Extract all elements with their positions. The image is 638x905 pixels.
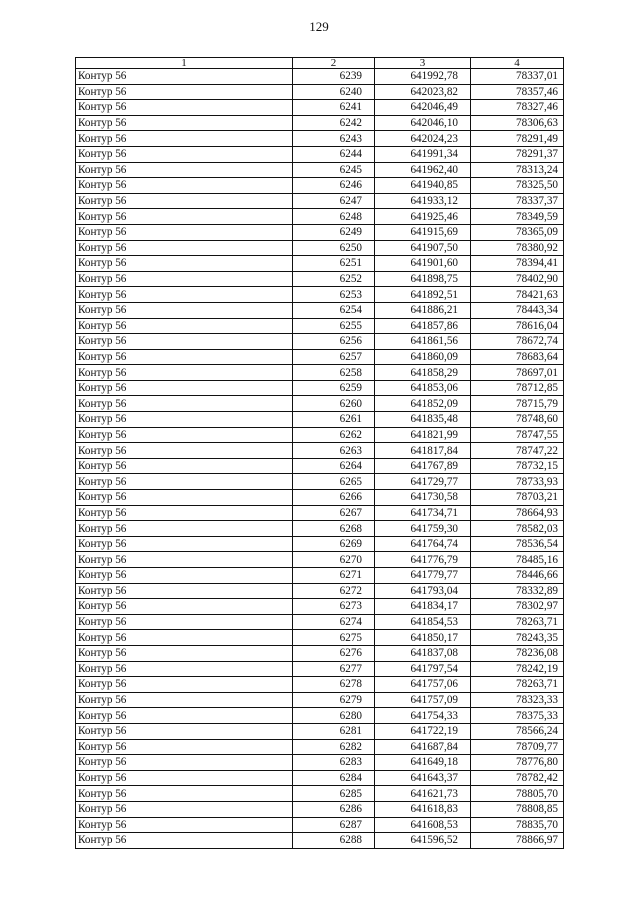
x-coordinate-cell: 641886,21 [375,302,471,318]
contour-name-cell: Контур 56 [76,521,293,537]
contour-name-cell: Контур 56 [76,645,293,661]
point-number-cell: 6263 [293,443,375,459]
y-coordinate-cell: 78421,63 [471,287,564,303]
y-coordinate-cell: 78697,01 [471,365,564,381]
point-number-cell: 6266 [293,490,375,506]
x-coordinate-cell: 641821,99 [375,427,471,443]
table-row [76,271,564,287]
y-coordinate-cell: 78536,54 [471,536,564,552]
y-coordinate-cell: 78349,59 [471,209,564,225]
table-row [76,458,564,474]
x-coordinate-cell: 641754,33 [375,708,471,724]
table-row [76,146,564,162]
contour-name-cell: Контур 56 [76,256,293,272]
contour-name-cell: Контур 56 [76,770,293,786]
table-row [76,287,564,303]
table-row [76,786,564,802]
y-coordinate-cell: 78733,93 [471,474,564,490]
point-number-cell: 6286 [293,801,375,817]
y-coordinate-cell: 78337,37 [471,193,564,209]
contour-name-cell: Контур 56 [76,412,293,428]
contour-name-cell: Контур 56 [76,443,293,459]
contour-name-cell: Контур 56 [76,365,293,381]
point-number-cell: 6245 [293,162,375,178]
x-coordinate-cell: 641837,08 [375,645,471,661]
x-coordinate-cell: 641643,37 [375,770,471,786]
point-number-cell: 6240 [293,84,375,100]
y-coordinate-cell: 78485,16 [471,552,564,568]
column-header-2: 2 [293,58,375,69]
point-number-cell: 6242 [293,115,375,131]
contour-name-cell: Контур 56 [76,755,293,771]
x-coordinate-cell: 641797,54 [375,661,471,677]
y-coordinate-cell: 78664,93 [471,505,564,521]
y-coordinate-cell: 78748,60 [471,412,564,428]
table-row [76,349,564,365]
point-number-cell: 6272 [293,583,375,599]
table-row [76,630,564,646]
y-coordinate-cell: 78866,97 [471,833,564,849]
y-coordinate-cell: 78672,74 [471,334,564,350]
y-coordinate-cell: 78709,77 [471,739,564,755]
point-number-cell: 6268 [293,521,375,537]
y-coordinate-cell: 78747,55 [471,427,564,443]
point-number-cell: 6251 [293,256,375,272]
contour-name-cell: Контур 56 [76,630,293,646]
table-row [76,365,564,381]
table-row [76,817,564,833]
table-row [76,84,564,100]
column-header-1: 1 [76,58,293,69]
x-coordinate-cell: 641925,46 [375,209,471,225]
x-coordinate-cell: 641858,29 [375,365,471,381]
table-row [76,661,564,677]
table-row [76,334,564,350]
point-number-cell: 6253 [293,287,375,303]
contour-name-cell: Контур 56 [76,677,293,693]
table-row [76,100,564,116]
x-coordinate-cell: 641779,77 [375,568,471,584]
x-coordinate-cell: 641991,34 [375,146,471,162]
contour-name-cell: Контур 56 [76,552,293,568]
table-row [76,162,564,178]
contour-name-cell: Контур 56 [76,146,293,162]
contour-name-cell: Контур 56 [76,723,293,739]
contour-name-cell: Контур 56 [76,396,293,412]
y-coordinate-cell: 78582,03 [471,521,564,537]
table-row [76,427,564,443]
contour-name-cell: Контур 56 [76,334,293,350]
point-number-cell: 6244 [293,146,375,162]
point-number-cell: 6278 [293,677,375,693]
table-row [76,833,564,849]
x-coordinate-cell: 641892,51 [375,287,471,303]
contour-name-cell: Контур 56 [76,786,293,802]
table-row [76,115,564,131]
x-coordinate-cell: 641608,53 [375,817,471,833]
y-coordinate-cell: 78313,24 [471,162,564,178]
y-coordinate-cell: 78712,85 [471,380,564,396]
table-row [76,677,564,693]
point-number-cell: 6256 [293,334,375,350]
y-coordinate-cell: 78323,33 [471,692,564,708]
contour-name-cell: Контур 56 [76,474,293,490]
contour-name-cell: Контур 56 [76,583,293,599]
y-coordinate-cell: 78263,71 [471,677,564,693]
table-row [76,178,564,194]
contour-name-cell: Контур 56 [76,536,293,552]
x-coordinate-cell: 641596,52 [375,833,471,849]
x-coordinate-cell: 641759,30 [375,521,471,537]
point-number-cell: 6282 [293,739,375,755]
contour-name-cell: Контур 56 [76,739,293,755]
y-coordinate-cell: 78782,42 [471,770,564,786]
contour-name-cell: Контур 56 [76,115,293,131]
y-coordinate-cell: 78243,35 [471,630,564,646]
point-number-cell: 6270 [293,552,375,568]
contour-name-cell: Контур 56 [76,614,293,630]
point-number-cell: 6267 [293,505,375,521]
table-row [76,739,564,755]
table-row [76,224,564,240]
x-coordinate-cell: 642046,49 [375,100,471,116]
x-coordinate-cell: 641687,84 [375,739,471,755]
contour-name-cell: Контур 56 [76,287,293,303]
contour-name-cell: Контур 56 [76,318,293,334]
y-coordinate-cell: 78302,97 [471,599,564,615]
point-number-cell: 6260 [293,396,375,412]
contour-name-cell: Контур 56 [76,708,293,724]
table-row [76,708,564,724]
contour-name-cell: Контур 56 [76,100,293,116]
x-coordinate-cell: 641722,19 [375,723,471,739]
point-number-cell: 6285 [293,786,375,802]
column-header-4: 4 [471,58,564,69]
point-number-cell: 6248 [293,209,375,225]
contour-name-cell: Контур 56 [76,817,293,833]
point-number-cell: 6288 [293,833,375,849]
table-row [76,692,564,708]
table-row [76,583,564,599]
y-coordinate-cell: 78291,37 [471,146,564,162]
contour-name-cell: Контур 56 [76,302,293,318]
contour-name-cell: Контур 56 [76,240,293,256]
contour-name-cell: Контур 56 [76,833,293,849]
y-coordinate-cell: 78715,79 [471,396,564,412]
x-coordinate-cell: 641861,56 [375,334,471,350]
y-coordinate-cell: 78263,71 [471,614,564,630]
point-number-cell: 6249 [293,224,375,240]
table-row [76,396,564,412]
x-coordinate-cell: 641898,75 [375,271,471,287]
y-coordinate-cell: 78365,09 [471,224,564,240]
y-coordinate-cell: 78327,46 [471,100,564,116]
page-number: 129 [309,19,329,34]
point-number-cell: 6243 [293,131,375,147]
table-header-row [76,58,564,69]
contour-name-cell: Контур 56 [76,193,293,209]
table-row [76,209,564,225]
table-row [76,505,564,521]
x-coordinate-cell: 641776,79 [375,552,471,568]
point-number-cell: 6280 [293,708,375,724]
table-row [76,131,564,147]
x-coordinate-cell: 641817,84 [375,443,471,459]
contour-name-cell: Контур 56 [76,661,293,677]
contour-name-cell: Контур 56 [76,692,293,708]
x-coordinate-cell: 641834,17 [375,599,471,615]
x-coordinate-cell: 641992,78 [375,69,471,85]
contour-name-cell: Контур 56 [76,801,293,817]
y-coordinate-cell: 78325,50 [471,178,564,194]
point-number-cell: 6273 [293,599,375,615]
point-number-cell: 6275 [293,630,375,646]
point-number-cell: 6287 [293,817,375,833]
y-coordinate-cell: 78732,15 [471,458,564,474]
y-coordinate-cell: 78683,64 [471,349,564,365]
y-coordinate-cell: 78337,01 [471,69,564,85]
point-number-cell: 6277 [293,661,375,677]
point-number-cell: 6279 [293,692,375,708]
y-coordinate-cell: 78380,92 [471,240,564,256]
x-coordinate-cell: 641757,06 [375,677,471,693]
column-header-3: 3 [375,58,471,69]
table-row [76,552,564,568]
contour-name-cell: Контур 56 [76,69,293,85]
contour-name-cell: Контур 56 [76,505,293,521]
x-coordinate-cell: 641734,71 [375,505,471,521]
y-coordinate-cell: 78357,46 [471,84,564,100]
table-body [76,69,564,849]
table-row [76,193,564,209]
table-row [76,474,564,490]
contour-name-cell: Контур 56 [76,84,293,100]
x-coordinate-cell: 641618,83 [375,801,471,817]
y-coordinate-cell: 78566,24 [471,723,564,739]
contour-name-cell: Контур 56 [76,458,293,474]
point-number-cell: 6271 [293,568,375,584]
y-coordinate-cell: 78776,80 [471,755,564,771]
x-coordinate-cell: 641857,86 [375,318,471,334]
point-number-cell: 6261 [293,412,375,428]
x-coordinate-cell: 641757,09 [375,692,471,708]
contour-name-cell: Контур 56 [76,209,293,225]
point-number-cell: 6284 [293,770,375,786]
y-coordinate-cell: 78332,89 [471,583,564,599]
table-row [76,380,564,396]
point-number-cell: 6250 [293,240,375,256]
y-coordinate-cell: 78375,33 [471,708,564,724]
table-row [76,599,564,615]
x-coordinate-cell: 642046,10 [375,115,471,131]
table-row [76,240,564,256]
x-coordinate-cell: 641901,60 [375,256,471,272]
table-row [76,770,564,786]
x-coordinate-cell: 641853,06 [375,380,471,396]
table-row [76,412,564,428]
y-coordinate-cell: 78394,41 [471,256,564,272]
contour-name-cell: Контур 56 [76,599,293,615]
point-number-cell: 6255 [293,318,375,334]
y-coordinate-cell: 78446,66 [471,568,564,584]
contour-name-cell: Контур 56 [76,490,293,506]
y-coordinate-cell: 78747,22 [471,443,564,459]
contour-name-cell: Контур 56 [76,568,293,584]
point-number-cell: 6247 [293,193,375,209]
coordinates-table [75,57,564,849]
point-number-cell: 6259 [293,380,375,396]
y-coordinate-cell: 78242,19 [471,661,564,677]
x-coordinate-cell: 641860,09 [375,349,471,365]
point-number-cell: 6257 [293,349,375,365]
contour-name-cell: Контур 56 [76,162,293,178]
point-number-cell: 6269 [293,536,375,552]
point-number-cell: 6276 [293,645,375,661]
y-coordinate-cell: 78703,21 [471,490,564,506]
point-number-cell: 6281 [293,723,375,739]
table-row [76,256,564,272]
point-number-cell: 6262 [293,427,375,443]
contour-name-cell: Контур 56 [76,349,293,365]
x-coordinate-cell: 641854,53 [375,614,471,630]
point-number-cell: 6241 [293,100,375,116]
point-number-cell: 6274 [293,614,375,630]
x-coordinate-cell: 641835,48 [375,412,471,428]
y-coordinate-cell: 78236,08 [471,645,564,661]
y-coordinate-cell: 78443,34 [471,302,564,318]
table-row [76,443,564,459]
y-coordinate-cell: 78808,85 [471,801,564,817]
table-row [76,801,564,817]
point-number-cell: 6283 [293,755,375,771]
table-row [76,755,564,771]
table-row [76,521,564,537]
x-coordinate-cell: 641649,18 [375,755,471,771]
y-coordinate-cell: 78291,49 [471,131,564,147]
table-row [76,645,564,661]
contour-name-cell: Контур 56 [76,178,293,194]
x-coordinate-cell: 642024,23 [375,131,471,147]
point-number-cell: 6246 [293,178,375,194]
y-coordinate-cell: 78306,63 [471,115,564,131]
table-row [76,723,564,739]
x-coordinate-cell: 641852,09 [375,396,471,412]
point-number-cell: 6239 [293,69,375,85]
x-coordinate-cell: 641915,69 [375,224,471,240]
contour-name-cell: Контур 56 [76,131,293,147]
x-coordinate-cell: 641729,77 [375,474,471,490]
point-number-cell: 6252 [293,271,375,287]
contour-name-cell: Контур 56 [76,427,293,443]
x-coordinate-cell: 641730,58 [375,490,471,506]
table-row [76,536,564,552]
x-coordinate-cell: 641621,73 [375,786,471,802]
contour-name-cell: Контур 56 [76,380,293,396]
point-number-cell: 6264 [293,458,375,474]
x-coordinate-cell: 641940,85 [375,178,471,194]
table-row [76,69,564,85]
table-row [76,568,564,584]
table-row [76,490,564,506]
y-coordinate-cell: 78616,04 [471,318,564,334]
point-number-cell: 6265 [293,474,375,490]
y-coordinate-cell: 78402,90 [471,271,564,287]
x-coordinate-cell: 641933,12 [375,193,471,209]
point-number-cell: 6258 [293,365,375,381]
x-coordinate-cell: 641962,40 [375,162,471,178]
x-coordinate-cell: 641850,17 [375,630,471,646]
table-row [76,318,564,334]
table-row [76,302,564,318]
point-number-cell: 6254 [293,302,375,318]
contour-name-cell: Контур 56 [76,271,293,287]
x-coordinate-cell: 641907,50 [375,240,471,256]
y-coordinate-cell: 78805,70 [471,786,564,802]
x-coordinate-cell: 641793,04 [375,583,471,599]
contour-name-cell: Контур 56 [76,224,293,240]
table-row [76,614,564,630]
y-coordinate-cell: 78835,70 [471,817,564,833]
x-coordinate-cell: 642023,82 [375,84,471,100]
x-coordinate-cell: 641767,89 [375,458,471,474]
x-coordinate-cell: 641764,74 [375,536,471,552]
